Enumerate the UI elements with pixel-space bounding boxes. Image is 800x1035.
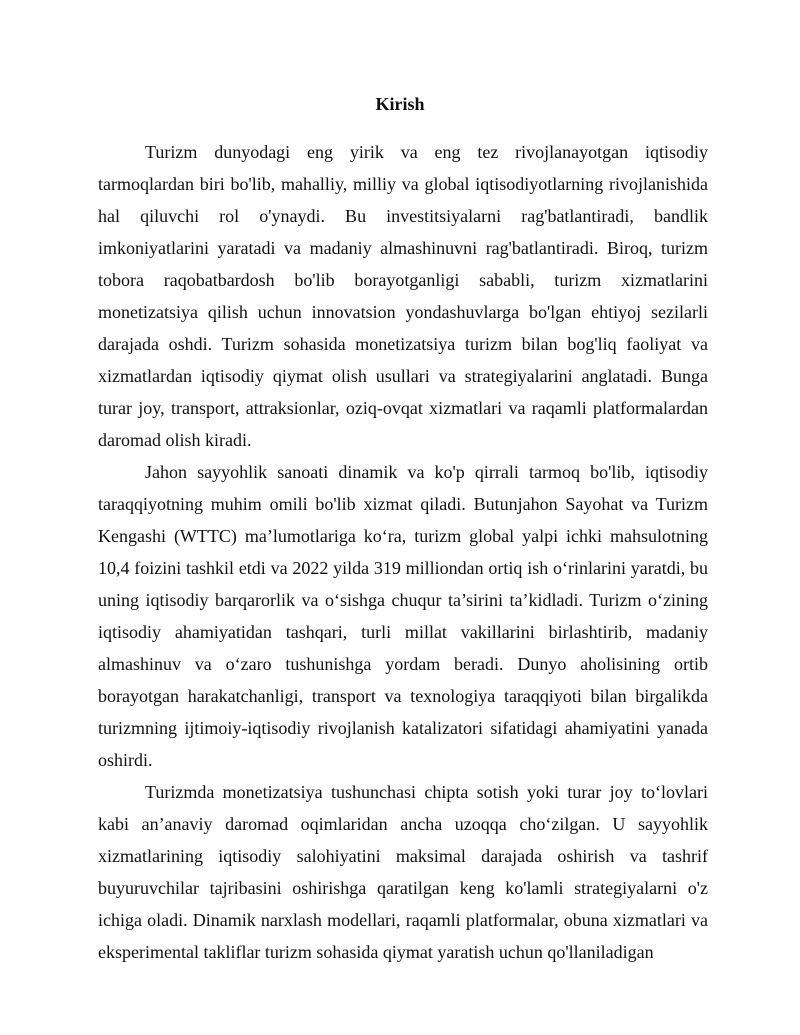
- paragraph-1: Turizm dunyodagi eng yirik va eng tez rivojlanayotgan iqtisodiy tarmoqlardan biri bo'lib, mahalliy, milliy va global iqtisodiyotlarning rivojlanishida hal qiluvchi rol o'ynaydi. Bu investitsiyalarni rag'batlantiradi, bandlik imkoniyatlarini yaratadi va madaniy almashinuvni rag'batlantiradi. Biroq, turizm tobora raqobatbardosh bo'lib borayotganligi sababli, turizm xizmatlarini monetizatsiya qilish uchun innovatsion yondashuvlarga bo'lgan ehtiyoj sezilarli darajada oshdi. Turizm sohasida monetizatsiya turizm bilan bog'liq faoliyat va xizmatlardan iqtisodiy qiymat olish usullari va strategiyalarini anglatadi. Bunga turar joy, transport, attraksionlar, oziq-ovqat xizmatlari va raqamli platformalardan daromad olish kiradi.: [98, 142, 708, 450]
- paragraph-2: Jahon sayyohlik sanoati dinamik va ko'p qirrali tarmoq bo'lib, iqtisodiy taraqqiyotning muhim omili bo'lib xizmat qiladi. Butunjahon Sayohat va Turizm Kengashi (WTTC) ma’lumotlariga ko‘ra, turizm global yalpi ichki mahsulotning 10,4 foizini tashkil etdi va 2022 yilda 319 milliondan ortiq ish o‘rinlarini yaratdi, bu uning iqtisodiy barqarorlik va o‘sishga chuqur ta’sirini ta’kidladi. Turizm o‘zining iqtisodiy ahamiyatidan tashqari, turli millat vakillarini birlashtirib, madaniy almashinuv va o‘zaro tushunishga yordam beradi. Dunyo aholisining ortib borayotgan harakatchanligi, transport va texnologiya taraqqiyoti bilan birgalikda turizmning ijtimoiy-iqtisodiy rivojlanish katalizatori sifatidagi ahamiyatini yanada oshirdi.: [98, 462, 708, 770]
- page-title: Kirish: [375, 94, 425, 114]
- body-text: [98, 136, 708, 968]
- paragraph-3: Turizmda monetizatsiya tushunchasi chipta sotish yoki turar joy to‘lovlari kabi an’anaviy daromad oqimlaridan ancha uzoqqa cho‘zilgan. U sayyohlik xizmatlarining iqtisodiy salohiyatini maksimal darajada oshirish va tashrif buyuruvchilar tajribasini oshirishga qaratilgan keng ko'lamli strategiyalarni o'z ichiga oladi. Dinamik narxlash modellari, raqamli platformalar, obuna xizmatlari va eksperimental takliflar turizm sohasida qiymat yaratish uchun qo'llaniladigan: [98, 782, 708, 962]
